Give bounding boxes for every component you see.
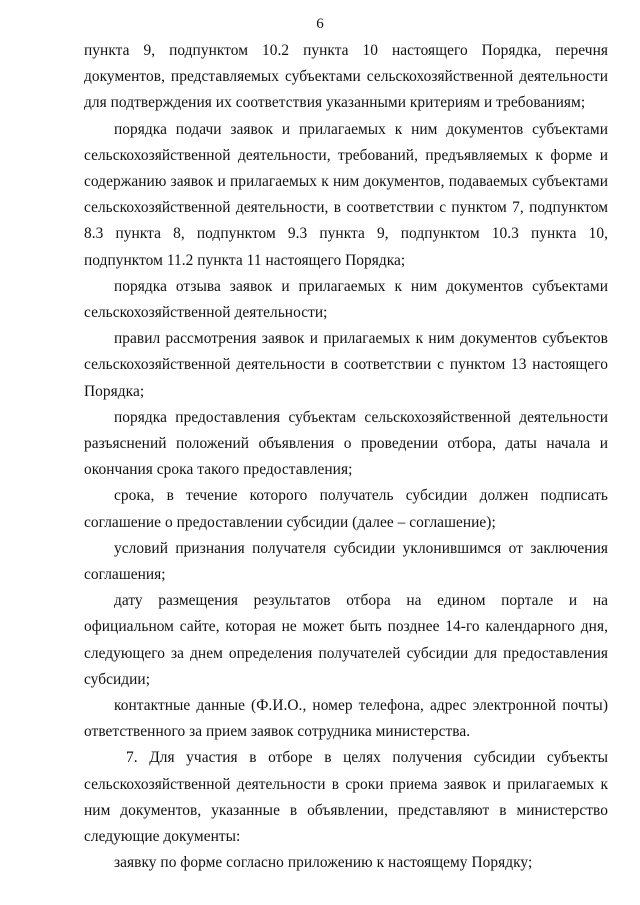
paragraph-application-form: заявку по форме согласно приложению к настоящему Порядку; xyxy=(114,854,533,872)
paragraph-contact-details: контактные данные (Ф.И.О., номер телефона, адрес электронной почты) ответственного за прием заявок сотрудника министерства. xyxy=(84,697,608,741)
page-number: 6 xyxy=(316,16,324,32)
paragraph-results-date: дату размещения результатов отбора на едином портале и на официальном сайте, которая не может быть позднее 14-го календарного дня, следующего за днем определения получателей субсидии для предоставления субсидии; xyxy=(84,592,608,688)
paragraph-criteria-continuation: пункта 9, подпунктом 10.2 пункта 10 настоящего Порядка, перечня документов, представляемых субъектами сельскохозяйственной деятельности для подтверждения их соответствия указанными критериям и требованиям; xyxy=(84,42,608,112)
document-body xyxy=(84,38,608,877)
paragraph-review-rules: правил рассмотрения заявок и прилагаемых к ним документов субъектов сельскохозяйственной деятельности в соответствии с пунктом 13 настоящего Порядка; xyxy=(84,330,608,400)
paragraph-application-withdrawal: порядка отзыва заявок и прилагаемых к ним документов субъектами сельскохозяйственной деятельности; xyxy=(84,277,608,322)
paragraph-application-submission: порядка подачи заявок и прилагаемых к ним документов субъектами сельскохозяйственной деятельности, требований, предъявляемых к форме и содержанию заявок и прилагаемых к ним документов, подаваемых субъектами сельскохозяйственной деятельности, в соответствии с пунктом 7, подпунктом 8.3 пункта 8, подпунктом 9.3 пункта 9, подпунктом 10.3 пункта 10, подпунктом 11.2 пункта 11 настоящего Порядка; xyxy=(84,120,608,269)
paragraph-evasion-conditions: условий признания получателя субсидии уклонившимся от заключения соглашения; xyxy=(84,539,608,584)
paragraph-item-7: 7. Для участия в отборе в целях получения субсидии субъекты сельскохозяйственной деятельности в сроки приема заявок и прилагаемых к ним документов, указанные в объявлении, представляют в министерство следующие документы: xyxy=(84,749,608,846)
paragraph-signing-deadline: срока, в течение которого получатель субсидии должен подписать соглашение о предоставлении субсидии (далее – соглашение); xyxy=(84,487,608,531)
paragraph-clarifications: порядка предоставления субъектам сельскохозяйственной деятельности разъяснений положений объявления о проведении отбора, даты начала и окончания срока такого предоставления; xyxy=(84,408,608,479)
